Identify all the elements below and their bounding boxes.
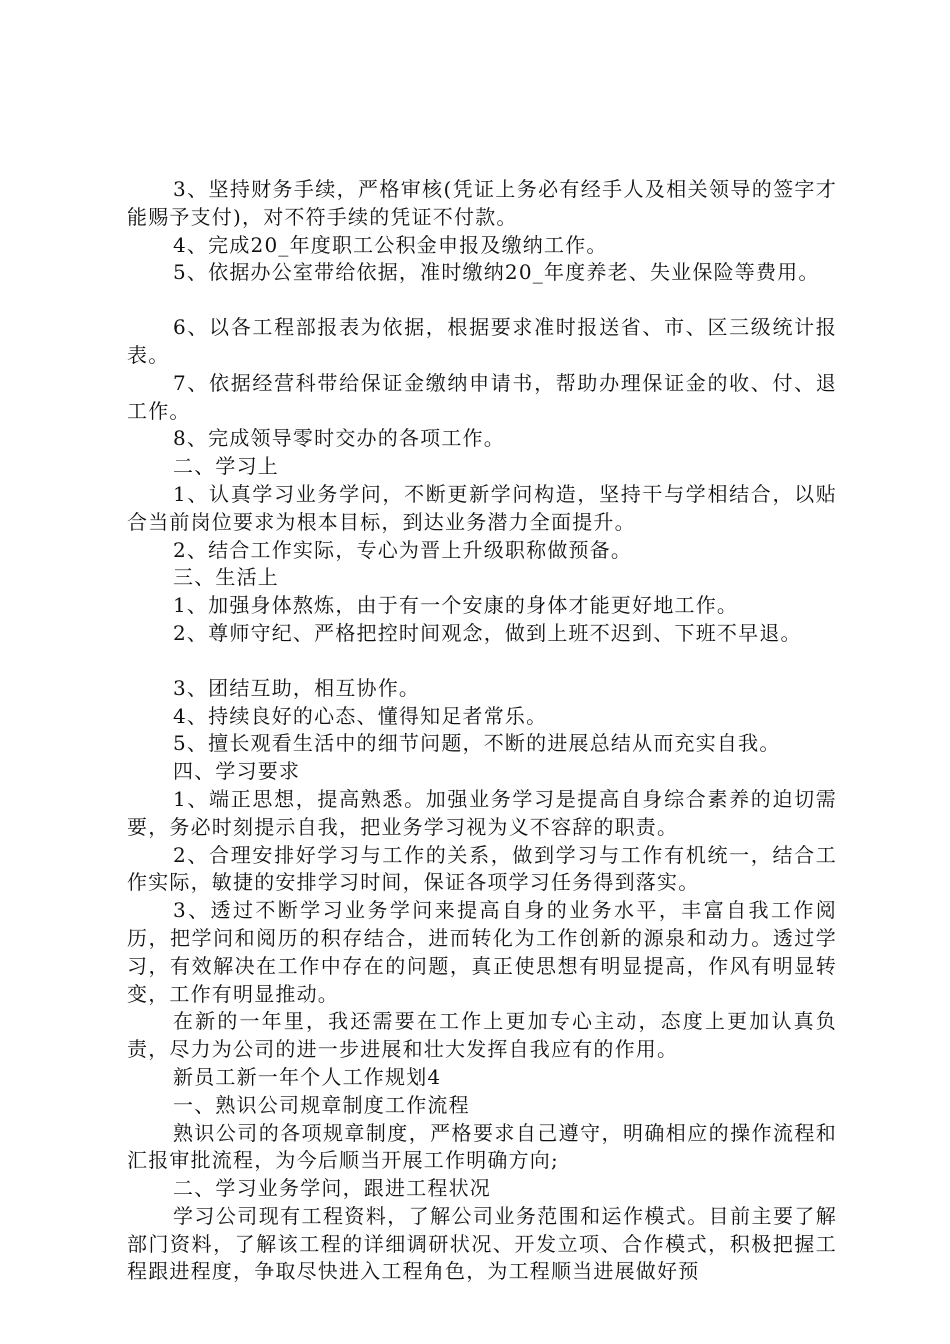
paragraph: 学习公司现有工程资料，了解公司业务范围和运作模式。目前主要了解部门资料，了解该工程的详细调研状况、开发立项、合作模式，积极把握工程跟进程度，争取尽快进入工程角色，为工程顺当进展做好预 bbox=[127, 1203, 837, 1284]
paragraph: 1、端正思想，提高熟悉。加强业务学习是提高自身综合素养的迫切需要，务必时刻提示自我，把业务学习视为义不容辞的职责。 bbox=[127, 786, 837, 839]
section-heading: 二、学习业务学问，跟进工程状况 bbox=[173, 1176, 491, 1201]
section-heading: 四、学习要求 bbox=[173, 759, 301, 784]
paragraph: 4、持续良好的心态、懂得知足者常乐。 bbox=[173, 703, 548, 728]
paragraph: 1、认真学习业务学问，不断更新学问构造，坚持干与学相结合，以贴合当前岗位要求为根本目标，到达业务潜力全面提升。 bbox=[127, 481, 837, 534]
paragraph: 1、加强身体熬炼，由于有一个安康的身体才能更好地工作。 bbox=[173, 593, 739, 618]
blank-line bbox=[127, 648, 837, 675]
paragraph: 8、完成领导零时交办的各项工作。 bbox=[173, 426, 505, 451]
paragraph: 3、团结互助，相互协作。 bbox=[173, 675, 421, 700]
document-body bbox=[127, 176, 837, 1286]
paragraph: 7、依据经营科带给保证金缴纳申请书，帮助办理保证金的收、付、退工作。 bbox=[127, 370, 837, 423]
paragraph: 3、透过不断学习业务学问来提高自身的业务水平，丰富自我工作阅历，把学问和阅历的积存结合，进而转化为工作创新的源泉和动力。透过学习，有效解决在工作中存在的问题，真正使思想有明显提高，作风有明显转变，工作有明显推动。 bbox=[127, 898, 837, 1006]
paragraph: 3、坚持财务手续，严格审核(凭证上务必有经手人及相关领导的签字才能赐予支付)，对不符手续的凭证不付款。 bbox=[127, 177, 837, 229]
section-heading: 一、熟识公司规章制度工作流程 bbox=[173, 1092, 470, 1117]
paragraph: 6、以各工程部报表为依据，根据要求准时报送省、市、区三级统计报表。 bbox=[127, 315, 837, 367]
paragraph: 2、结合工作实际，专心为晋上升级职称做预备。 bbox=[173, 537, 633, 562]
document-subtitle: 新员工新一年个人工作规划4 bbox=[173, 1064, 442, 1089]
paragraph: 在新的一年里，我还需要在工作上更加专心主动，态度上更加认真负责，尽力为公司的进一步进展和壮大发挥自我应有的作用。 bbox=[127, 1009, 837, 1062]
paragraph: 4、完成20_年度职工公积金申报及缴纳工作。 bbox=[173, 232, 608, 257]
paragraph: 5、依据办公室带给依据，准时缴纳20_年度养老、失业保险等费用。 bbox=[173, 260, 820, 285]
paragraph: 2、尊师守纪、严格把控时间观念，做到上班不迟到、下班不早退。 bbox=[173, 620, 802, 645]
paragraph: 熟识公司的各项规章制度，严格要求自己遵守，明确相应的操作流程和汇报审批流程，为今后顺当开展工作明确方向; bbox=[127, 1120, 837, 1173]
paragraph: 5、擅长观看生活中的细节问题，不断的进展总结从而充实自我。 bbox=[173, 731, 781, 756]
paragraph: 2、合理安排好学习与工作的关系，做到学习与工作有机统一，结合工作实际，敏捷的安排学习时间，保证各项学习任务得到落实。 bbox=[127, 842, 837, 895]
section-heading: 三、生活上 bbox=[173, 565, 279, 590]
blank-line bbox=[127, 287, 837, 314]
section-heading: 二、学习上 bbox=[173, 454, 279, 479]
